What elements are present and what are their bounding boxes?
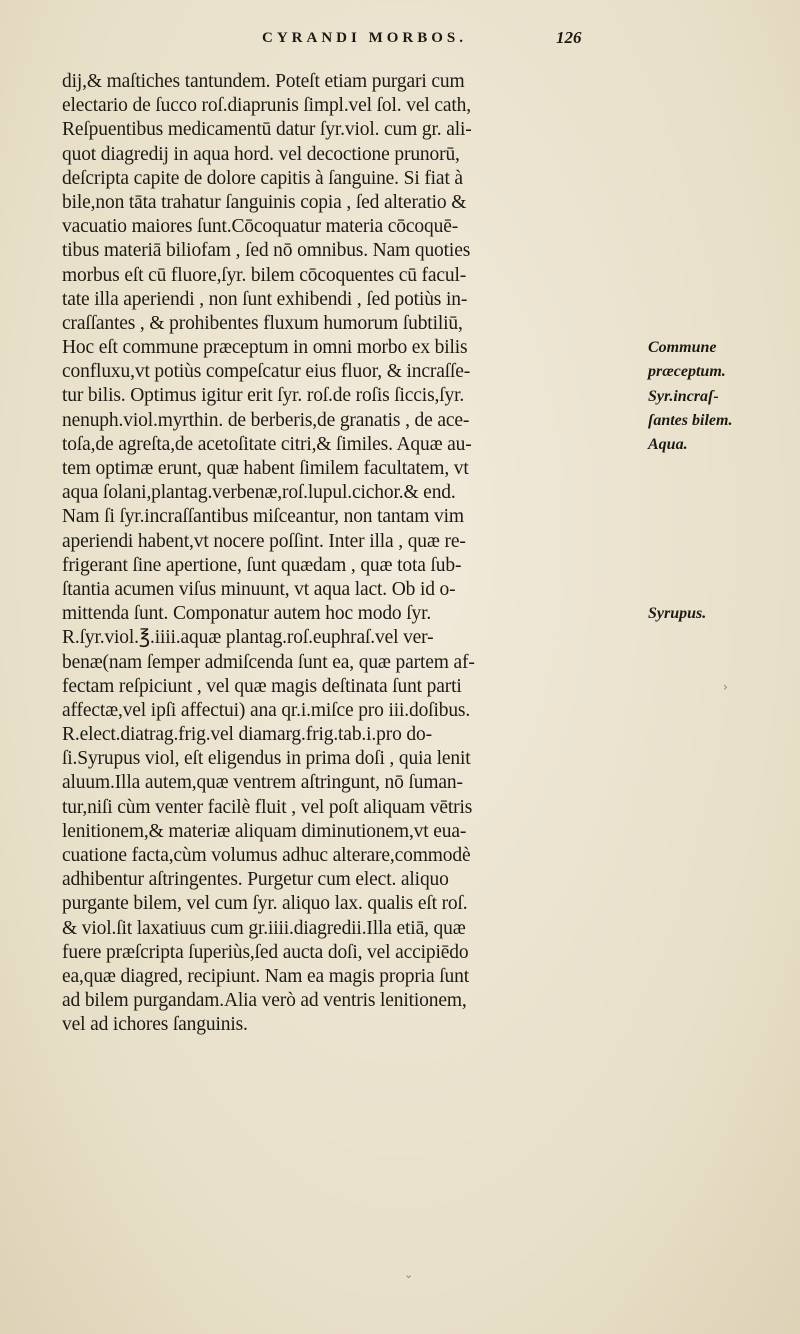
margin-note: Aqua. xyxy=(648,436,688,453)
text-line: aqua ſolani,plantag.verbenæ,roſ.lupul.cichor.& end. xyxy=(62,482,456,504)
text-line: fectam reſpiciunt , vel quæ magis deſtinata ſunt parti xyxy=(62,675,462,697)
text-line: quot diagredij in aqua hord. vel decoctione prunorū, xyxy=(62,143,460,165)
text-line: Hoc eſt commune præceptum in omni morbo ex bilis xyxy=(62,337,468,359)
running-title: CYRANDI MORBOS. xyxy=(262,30,468,46)
text-line: lenitionem,& materiæ aliquam diminutionem,vt eua- xyxy=(62,820,467,842)
text-line: Reſpuentibus medicamentū datur ſyr.viol. cum gr. ali- xyxy=(62,119,472,141)
text-line: aperiendi habent,vt nocere poſſint. Inter illa , quæ re- xyxy=(62,530,466,552)
text-line: ſtantia acumen viſus minuunt, vt aqua lact. Ob id o- xyxy=(62,578,456,600)
text-line: tem optimæ erunt, quæ habent ſimilem facultatem, vt xyxy=(62,458,469,479)
text-line: adhibentur aſtringentes. Purgetur cum elect. aliquo xyxy=(62,869,449,891)
text-line: vacuatio maiores ſunt.Cōcoquatur materia cōcoquē- xyxy=(62,216,459,238)
text-line: nenuph.viol.myrthin. de berberis,de granatis , de ace- xyxy=(62,409,470,431)
margin-note: Syrupus. xyxy=(648,605,707,623)
text-line: toſa,de agreſta,de acetoſitate citri,& ſimiles. Aquæ au- xyxy=(62,433,472,455)
text-line: purgante bilem, vel cum ſyr. aliquo lax. qualis eſt roſ. xyxy=(62,893,468,915)
running-head xyxy=(0,18,800,52)
text-line: morbus eſt cū fluore,ſyr. bilem cōcoquentes cū facul- xyxy=(62,264,467,286)
text-line: deſcripta capite de dolore capitis à ſanguine. Si fiat à xyxy=(62,167,463,189)
text-line: R.elect.diatrag.frig.vel diamarg.frig.tab.i.pro do- xyxy=(62,724,432,746)
text-line: bile,non tāta trahatur ſanguinis copia , ſed alteratio & xyxy=(62,191,467,213)
text-line: tur bilis. Optimus igitur erit ſyr. roſ.de roſis ſiccis,ſyr. xyxy=(62,385,465,407)
ink-mark: ⌄ xyxy=(404,1268,414,1281)
text-line: craſſantes , & prohibentes fluxum humorum ſubtiliū, xyxy=(62,312,463,334)
text-line: ad bilem purgandam.Alia verò ad ventris lenitionem, xyxy=(62,990,467,1012)
text-line: frigerant ſine apertione, ſunt quædam , quæ tota ſub- xyxy=(62,554,462,576)
text-line: confluxu,vt potiùs compeſcatur eius fluor, & incraſſe- xyxy=(62,361,471,383)
text-line: vel ad ichores ſanguinis. xyxy=(62,1014,248,1036)
text-line: cuatione facta,cùm volumus adhuc alterare,commodè xyxy=(62,845,471,866)
margin-note: præceptum. xyxy=(648,363,726,381)
text-line: benæ(nam ſemper admiſcenda ſunt ea, quæ partem af- xyxy=(62,651,475,673)
text-line: aluum.Illa autem,quæ ventrem aſtringunt, nō ſuman- xyxy=(62,772,463,794)
text-line: dij,& maſtiches tantundem. Poteſt etiam purgari cum xyxy=(62,71,465,92)
margin-note: ſantes bilem. xyxy=(648,411,733,429)
text-line: mittenda ſunt. Componatur autem hoc modo ſyr. xyxy=(62,603,432,625)
text-line: tibus materiā biliofam , ſed nō omnibus. Nam quoties xyxy=(62,240,471,262)
text-line: R.ſyr.viol.℥.iiii.aquæ plantag.roſ.euphraſ.vel ver- xyxy=(62,627,434,649)
text-line: Nam ſi ſyr.incraſſantibus miſceantur, non tantam vim xyxy=(62,506,464,528)
text-line: affectæ,vel ipſi affectui) ana qr.i.miſce pro iii.doſibus. xyxy=(62,699,471,721)
margin-note: Syr.incraſ- xyxy=(648,387,719,405)
text-line: electario de ſucco roſ.diaprunis ſimpl.vel ſol. vel cath, xyxy=(62,95,471,117)
text-line: fuere præſcripta ſuperiùs,ſed aucta doſi, vel accipiēdo xyxy=(62,941,469,963)
page-number: 126 xyxy=(556,28,582,47)
text-line: & viol.ſit laxatiuus cum gr.iiii.diagredii.Illa etiā, quæ xyxy=(62,917,466,939)
text-line: ea,quæ diagred, recipiunt. Nam ea magis propria ſunt xyxy=(62,965,469,987)
margin-note: Commune xyxy=(648,339,717,357)
margin-bracket-mark: › xyxy=(723,680,728,694)
body-text xyxy=(62,70,642,1038)
text-line: tur,niſi cùm venter facilè fluit , vel poſt aliquam vētris xyxy=(62,796,473,818)
text-line: tate illa aperiendi , non ſunt exhibendi , ſed potiùs in- xyxy=(62,288,468,310)
text-line: ſi.Syrupus viol, eſt eligendus in prima doſi , quia lenit xyxy=(62,748,471,770)
